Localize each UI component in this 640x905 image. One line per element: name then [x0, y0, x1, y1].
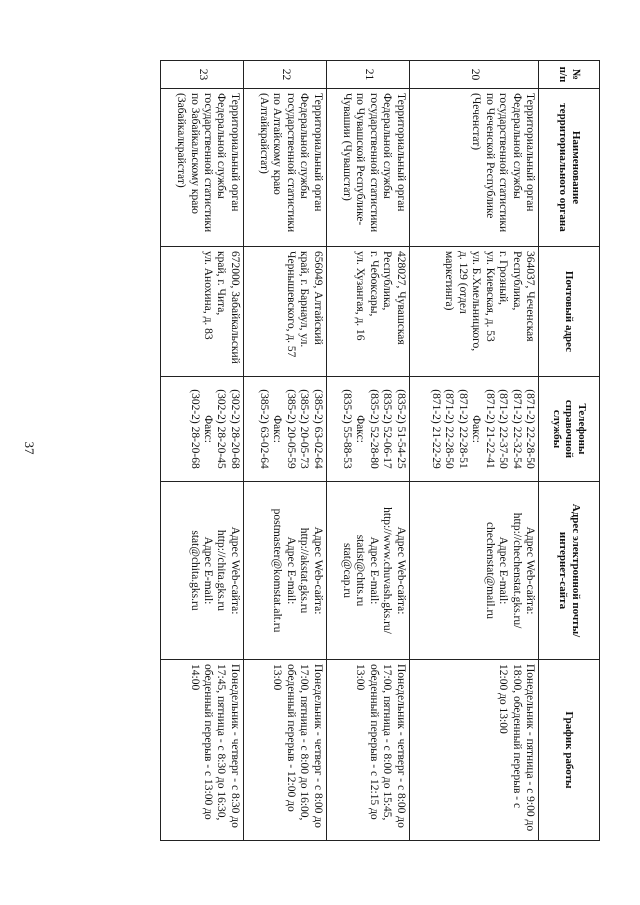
- email-web-cell: [243, 482, 326, 660]
- phones-cell: [161, 377, 244, 482]
- email-web-line: Адрес Web-сайта:: [394, 526, 407, 615]
- organ-name-cell: Территориальный орган Федеральной службы государственной статистики по Чеченской Республике (Чеченстат): [409, 89, 538, 247]
- row-number-cell: 21: [326, 61, 409, 89]
- page-number: 37: [22, 441, 37, 455]
- phone-line: (835-2) 52-28-80: [367, 389, 380, 469]
- phone-line: (385-2) 63-02-64: [311, 389, 324, 469]
- phone-line: (871-2) 22-28-51: [456, 389, 469, 469]
- address-line: Республика,: [381, 251, 394, 311]
- email-web-line: postmaster@komstat.alt.ru: [271, 508, 284, 633]
- address-line: 672000, Забайкальский: [228, 251, 241, 364]
- email-web-cell: [161, 482, 244, 660]
- email-web-line: Адрес E-mail:: [497, 536, 510, 605]
- organ-name-cell: Территориальный орган Федеральной службы государственной статистики по Чувашской Республике-Чувашии (Чувашстат): [326, 89, 409, 247]
- phone-line: Факс:: [271, 415, 284, 443]
- email-web-line: Адрес Web-сайта:: [311, 526, 324, 615]
- phone-line: Факс:: [470, 415, 483, 443]
- header-phones: Телефоны справочной службы: [539, 377, 600, 482]
- table-row: [326, 61, 409, 841]
- address-line: ул. Б.Хмельницкого,: [470, 251, 483, 352]
- phone-line: (835-2) 52-06-17: [381, 389, 394, 469]
- email-web-line: http://www.chuvash.gks.ru/: [381, 507, 394, 634]
- header-num: № п/п: [539, 61, 600, 89]
- phone-line: (385-2) 63-02-64: [258, 389, 271, 469]
- address-line: Республика,: [510, 251, 523, 311]
- address-line: ул. Анохина, д. 83: [202, 251, 215, 340]
- table-row: [161, 61, 244, 841]
- schedule-cell: Понедельник - четверг - с 8:00 до 17:00, пятница - с 8:00 до 16:00, обеденный перерыв - 12:00 до 13:00: [243, 660, 326, 841]
- email-web-line: Адрес E-mail:: [367, 536, 380, 605]
- table-row: [243, 61, 326, 841]
- row-number-cell: 22: [243, 61, 326, 89]
- row-number-cell: 23: [161, 61, 244, 89]
- header-address: Почтовый адрес: [539, 247, 600, 377]
- email-web-line: Адрес E-mail:: [202, 536, 215, 605]
- phone-line: (385-2) 20-05-59: [284, 389, 297, 469]
- email-web-line: http://chita.gks.ru: [215, 529, 228, 612]
- phone-line: (302-2) 28-20-45: [215, 389, 228, 469]
- email-web-line: Адрес Web-сайта:: [524, 526, 536, 615]
- address-line: край, г. Чита,: [215, 251, 228, 316]
- phone-line: (302-2) 28-20-68: [188, 389, 201, 469]
- schedule-cell: Понедельник - пятница - с 9:00 до 18:00, обеденный перерыв - с 12:00 до 13:00: [409, 660, 538, 841]
- organ-name-cell: Территориальный орган Федеральной службы государственной статистики по Забайкальскому краю (Забайкалкрайстат): [161, 89, 244, 247]
- phones-cell: [326, 377, 409, 482]
- organ-name-cell: Территориальный орган Федеральной службы государственной статистики по Алтайскому краю (Алтайкрайстат): [243, 89, 326, 247]
- header-schedule: График работы: [539, 660, 600, 841]
- phone-line: (871-2) 22-28-50: [443, 389, 456, 469]
- header-email-web: Адрес электронной почты/ интернет-сайта: [539, 482, 600, 660]
- header-name: Наименование территориального органа: [539, 89, 600, 247]
- table-row: [409, 61, 538, 841]
- email-web-line: Адрес Web-сайта:: [228, 526, 241, 615]
- address-line: г. Чебоксары,: [367, 251, 380, 317]
- rotated-table-container: [160, 60, 600, 840]
- address-line: ул. Хузангая, д. 16: [354, 251, 367, 341]
- address-line: маркетинга): [443, 251, 456, 311]
- phone-line: Факс:: [354, 415, 367, 443]
- phones-cell: [243, 377, 326, 482]
- email-web-line: statist@chtts.ru: [354, 534, 367, 607]
- address-line: д. 129 (отдел: [456, 251, 469, 314]
- email-web-line: Адрес E-mail:: [284, 536, 297, 605]
- phone-line: (835-2) 55-88-53: [340, 389, 353, 469]
- phones-cell: [409, 377, 538, 482]
- address-line: Чернышевского, д. 57: [284, 251, 297, 358]
- phone-line: (385-2) 20-05-73: [298, 389, 311, 469]
- email-web-cell: [409, 482, 538, 660]
- phone-line: (302-2) 28-20-68: [228, 389, 241, 469]
- postal-address-cell: [243, 247, 326, 377]
- phone-line: (871-2) 22-28-50: [524, 389, 536, 469]
- email-web-line: stat@cap.ru: [340, 543, 353, 598]
- postal-address-cell: [326, 247, 409, 377]
- postal-address-cell: [161, 247, 244, 377]
- table-header-row: [539, 61, 600, 841]
- email-web-line: stat@chita.gks.ru: [188, 530, 201, 611]
- postal-address-cell: [409, 247, 538, 377]
- address-line: ул. Киевская, д. 53: [483, 251, 496, 342]
- schedule-cell: Понедельник - четверг - с 8:00 до 17:00, пятница - с 8:00 до 15:45, обеденный перерыв - с 12:15 до 13:00: [326, 660, 409, 841]
- phone-line: (871-2) 22-37-50: [497, 389, 510, 469]
- address-line: 364037, Чеченская: [524, 251, 536, 342]
- phone-line: (871-2) 22-32-54: [510, 389, 523, 469]
- email-web-line: chechenstat@mail.ru: [483, 521, 496, 620]
- address-line: г. Грозный,: [497, 251, 510, 306]
- schedule-cell: Понедельник - четверг - с 8:30 до 17:45, пятница - с 8:30 до 16:30, обеденный перерыв - с 13:00 до 14:00: [161, 660, 244, 841]
- address-line: край, г. Барнаул, ул.: [298, 251, 311, 348]
- phone-line: (871-2) 21-22-29: [429, 389, 442, 469]
- table-body: [161, 61, 539, 841]
- address-line: 656049, Алтайский: [311, 251, 324, 345]
- territorial-bodies-table: [160, 60, 600, 841]
- address-line: 428027, Чувашская: [394, 251, 407, 345]
- phone-line: Факс:: [202, 415, 215, 443]
- email-web-line: http://chechenstat.gks.ru/: [510, 512, 523, 629]
- email-web-line: http://akstat.gks.ru: [298, 527, 311, 614]
- phone-line: (871-2) 21-22-41: [483, 389, 496, 469]
- phone-line: (835-2) 51-54-25: [394, 389, 407, 469]
- email-web-cell: [326, 482, 409, 660]
- row-number-cell: 20: [409, 61, 538, 89]
